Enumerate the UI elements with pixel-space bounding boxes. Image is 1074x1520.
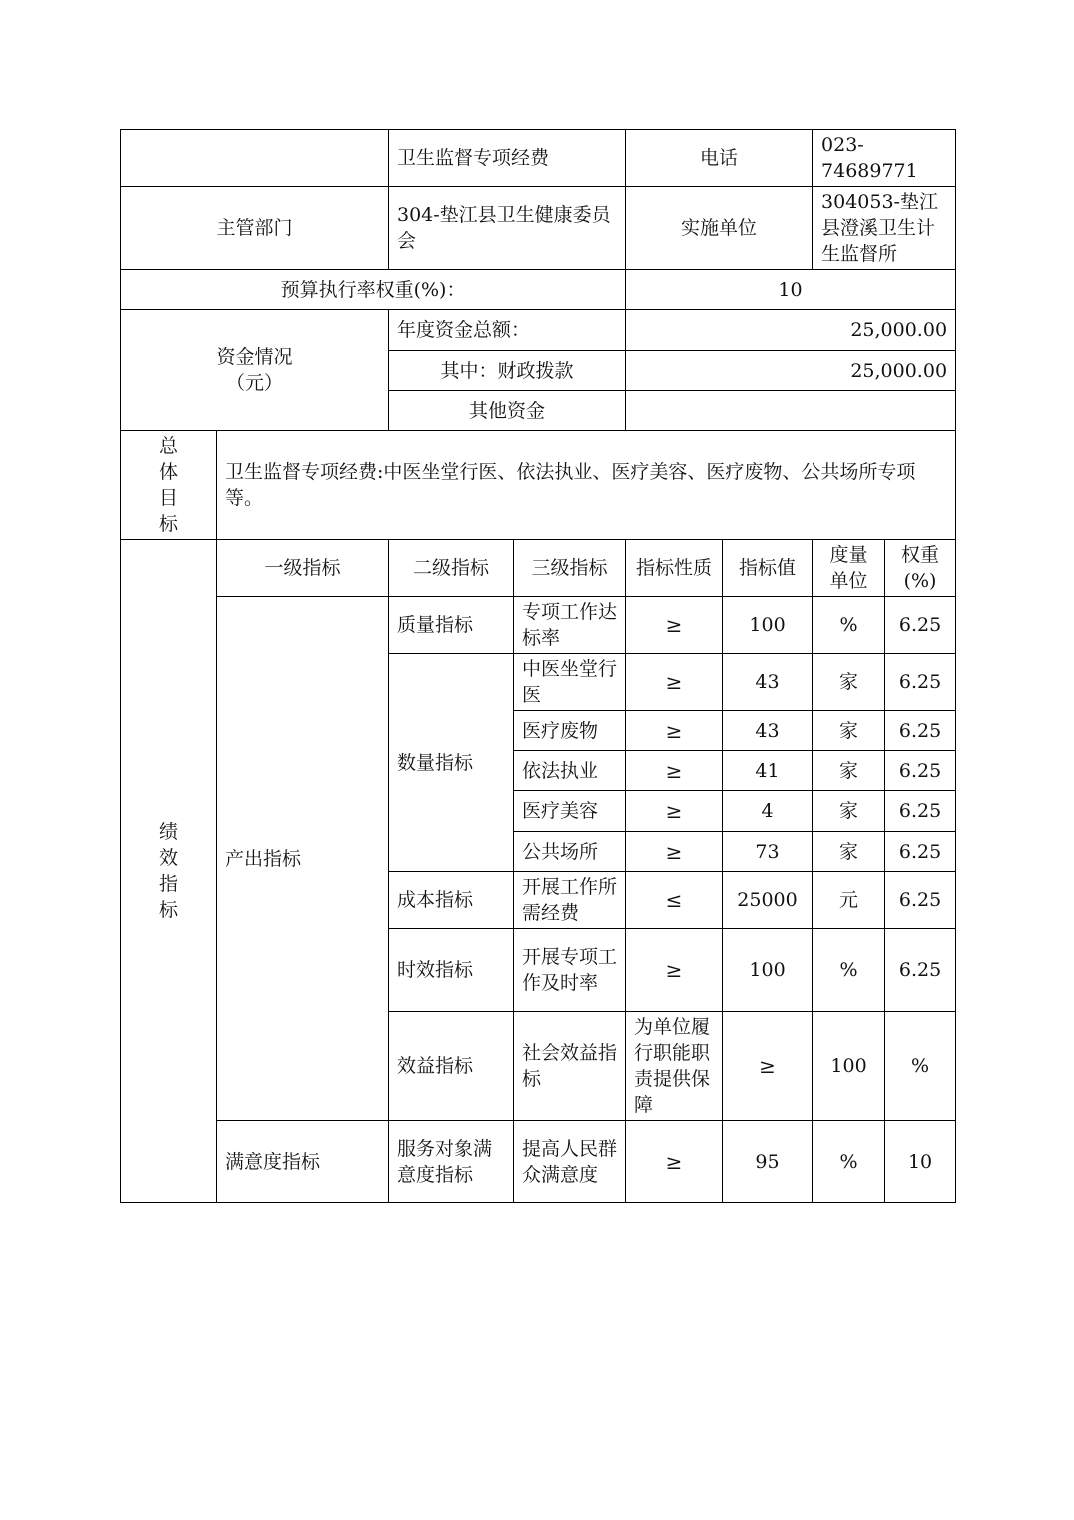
indicators-label xyxy=(121,540,217,1203)
table-row xyxy=(121,1121,956,1203)
value-cell: 73 xyxy=(723,832,813,872)
budget-rate-value: 10 xyxy=(626,270,956,310)
performance-target-form xyxy=(120,129,955,1203)
funds-label-line1: 资金情况 xyxy=(216,346,293,368)
weight-cell: 6.25 xyxy=(885,597,956,654)
goal-label-char: 总 xyxy=(158,435,178,457)
level2-time: 时效指标 xyxy=(389,929,514,1012)
funds-other-label: 其他资金 xyxy=(389,391,626,431)
level2-quantity: 数量指标 xyxy=(389,654,514,872)
level3-cell: 公共场所 xyxy=(514,832,626,872)
level3-cell: 医疗废物 xyxy=(514,711,626,751)
nature-cell: ≥ xyxy=(626,597,723,654)
header-level2: 二级指标 xyxy=(389,540,514,597)
weight-cell: 10 xyxy=(885,1121,956,1203)
unit-cell: % xyxy=(813,1121,885,1203)
header-level3: 三级指标 xyxy=(514,540,626,597)
value-cell: 43 xyxy=(723,654,813,711)
funds-total-label: 年度资金总额： xyxy=(389,310,626,351)
level1-benefit: 效益指标 xyxy=(389,1012,514,1121)
unit-cell: % xyxy=(813,929,885,1012)
nature-cell: ≥ xyxy=(626,1121,723,1203)
weight-cell: 6.25 xyxy=(885,872,956,929)
level1-satisfaction: 满意度指标 xyxy=(217,1121,389,1203)
level3-cell: 医疗美容 xyxy=(514,791,626,832)
form-table xyxy=(120,129,956,1203)
goal-label-char: 目 xyxy=(158,487,178,509)
level2-service: 服务对象满意度指标 xyxy=(389,1121,514,1203)
dept-value: 304-垫江县卫生健康委员会 xyxy=(389,187,626,270)
nature-cell: ≤ xyxy=(626,872,723,929)
weight-cell: 6.25 xyxy=(885,711,956,751)
value-cell: 4 xyxy=(723,791,813,832)
budget-rate-row xyxy=(121,270,956,310)
unit-cell: % xyxy=(813,597,885,654)
project-row xyxy=(121,130,956,187)
nature-cell: ≥ xyxy=(626,832,723,872)
dept-row xyxy=(121,187,956,270)
header-level1: 一级指标 xyxy=(217,540,389,597)
unit-cell: 家 xyxy=(813,832,885,872)
header-value: 指标值 xyxy=(723,540,813,597)
value-cell: 95 xyxy=(723,1121,813,1203)
level3-cell: 依法执业 xyxy=(514,751,626,791)
funds-label xyxy=(121,310,389,431)
project-label-cell xyxy=(121,130,389,187)
weight-cell: 6.25 xyxy=(885,832,956,872)
header-weight: 权重(%) xyxy=(885,540,956,597)
budget-rate-label: 预算执行率权重(%)： xyxy=(121,270,626,310)
nature-cell: ≥ xyxy=(626,929,723,1012)
level3-cell: 专项工作达标率 xyxy=(514,597,626,654)
goal-row xyxy=(121,431,956,540)
weight-cell: 6.25 xyxy=(885,751,956,791)
goal-label-char: 标 xyxy=(158,513,178,535)
dept-label: 主管部门 xyxy=(121,187,389,270)
unit-cell: 家 xyxy=(813,791,885,832)
unit-label: 实施单位 xyxy=(626,187,813,270)
funds-total-value: 25,000.00 xyxy=(626,310,956,351)
nature-cell: ≥ xyxy=(626,791,723,832)
level2-quality: 质量指标 xyxy=(389,597,514,654)
goal-label xyxy=(121,431,217,540)
weight-cell: 6.25 xyxy=(885,791,956,832)
funds-fiscal-label: 其中：财政拨款 xyxy=(389,351,626,391)
indicators-label-char: 绩 xyxy=(158,821,178,843)
unit-value: 304053-垫江县澄溪卫生计生监督所 xyxy=(813,187,956,270)
value-cell: 100 xyxy=(723,597,813,654)
level1-output: 产出指标 xyxy=(217,597,389,1121)
unit-cell: 家 xyxy=(813,711,885,751)
weight-cell: 6.25 xyxy=(885,929,956,1012)
goal-text: 卫生监督专项经费:中医坐堂行医、依法执业、医疗美容、医疗废物、公共场所专项等。 xyxy=(217,431,956,540)
phone-label: 电话 xyxy=(626,130,813,187)
level3-cell: 提高人民群众满意度 xyxy=(514,1121,626,1203)
value-cell: 25000 xyxy=(723,872,813,929)
funds-total-row xyxy=(121,310,956,351)
level3-cell: 中医坐堂行医 xyxy=(514,654,626,711)
weight-cell: 6.25 xyxy=(885,654,956,711)
nature-cell: ≥ xyxy=(626,751,723,791)
unit-cell: 家 xyxy=(813,654,885,711)
unit-cell: 元 xyxy=(813,872,885,929)
indicators-label-char: 效 xyxy=(158,847,178,869)
level3-cell: 开展工作所需经费 xyxy=(514,872,626,929)
value-cell: 100 xyxy=(813,1012,885,1121)
indicators-label-char: 标 xyxy=(158,899,178,921)
nature-cell: ≥ xyxy=(626,711,723,751)
value-cell: 43 xyxy=(723,711,813,751)
level3-cell: 开展专项工作及时率 xyxy=(514,929,626,1012)
unit-cell: 家 xyxy=(813,751,885,791)
funds-fiscal-value: 25,000.00 xyxy=(626,351,956,391)
goal-label-char: 体 xyxy=(158,461,178,483)
value-cell: 41 xyxy=(723,751,813,791)
header-nature: 指标性质 xyxy=(626,540,723,597)
value-cell: 100 xyxy=(723,929,813,1012)
level2-cost: 成本指标 xyxy=(389,872,514,929)
level2-social: 社会效益指标 xyxy=(514,1012,626,1121)
level3-cell: 为单位履行职能职责提供保障 xyxy=(626,1012,723,1121)
indicators-label-char: 指 xyxy=(158,873,178,895)
funds-label-line2: （元） xyxy=(225,372,283,394)
phone-value: 023-74689771 xyxy=(813,130,956,187)
project-name: 卫生监督专项经费 xyxy=(389,130,626,187)
indicator-header-row xyxy=(121,540,956,597)
header-unit: 度量单位 xyxy=(813,540,885,597)
nature-cell: ≥ xyxy=(723,1012,813,1121)
nature-cell: ≥ xyxy=(626,654,723,711)
unit-cell: % xyxy=(885,1012,956,1121)
table-row xyxy=(121,597,956,654)
funds-other-value xyxy=(626,391,956,431)
